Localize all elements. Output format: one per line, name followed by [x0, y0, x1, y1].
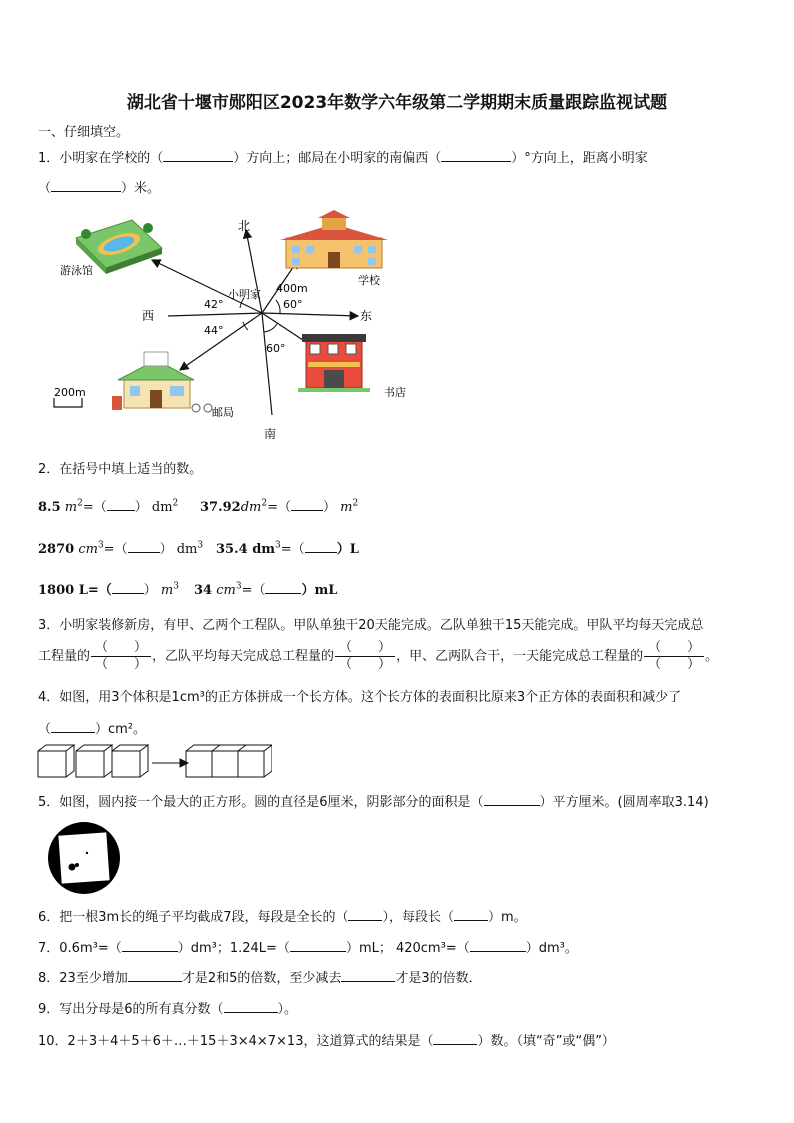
eq: =（ — [103, 542, 128, 557]
scale-label: 200m — [54, 386, 86, 399]
q1-text-c: ）°方向上，距离小明家 — [511, 151, 648, 166]
cubes-diagram — [36, 743, 272, 781]
question-2-row-2b — [216, 538, 359, 557]
question-1-line-1 — [38, 147, 648, 166]
fraction-blank[interactable]: $\frac{( )}{( )}$ — [335, 640, 395, 673]
question-8 — [38, 967, 482, 986]
pool-label: 游泳馆 — [60, 264, 93, 277]
q7-text: ）dm³；1.24L=（ — [177, 941, 290, 956]
value: 2870 — [38, 542, 75, 557]
q7-text: ）mL； 420cm³=（ — [345, 941, 470, 956]
exp: 3 — [235, 581, 242, 592]
section-heading: 一、仔细填空。 — [38, 125, 130, 140]
q4-text: （ — [38, 722, 52, 737]
eq: =（ — [241, 583, 266, 598]
cuboid — [186, 745, 272, 777]
q8-text: 8．23至少增加 — [38, 971, 128, 986]
q8-text: 才是3的倍数． — [395, 971, 482, 986]
answer-blank[interactable] — [51, 179, 121, 192]
question-5-line-1 — [38, 791, 709, 810]
value: 35.4 dm — [216, 542, 276, 557]
eq: =（ — [82, 500, 107, 515]
angle-arc — [264, 324, 277, 332]
close: ） — [134, 500, 148, 515]
answer-blank[interactable] — [112, 581, 144, 594]
cube-2 — [76, 745, 112, 777]
school-label: 学校 — [358, 274, 380, 287]
q6-text: ），每段长（ — [382, 910, 454, 925]
q9-text: 9．写出分母是6的所有真分数（ — [38, 1002, 224, 1017]
q3-text: ，乙队平均每天完成总工程量的 — [152, 649, 335, 664]
east-label: 东 — [360, 309, 373, 323]
question-2-row-3b — [194, 579, 337, 598]
exp: 2 — [261, 498, 268, 509]
fraction-blank[interactable]: $\frac{( )}{( )}$ — [644, 640, 704, 673]
q1-text-a: 1．小明家在学校的（ — [38, 151, 164, 166]
value: 8.5 — [38, 500, 61, 515]
value: 1800 L=（ — [38, 583, 112, 598]
close: ） — [159, 542, 173, 557]
post-label: 邮局 — [212, 406, 234, 419]
scale-bar — [54, 398, 82, 407]
cube-1 — [38, 745, 74, 777]
exp: 3 — [197, 540, 204, 551]
answer-blank[interactable] — [305, 540, 337, 553]
question-4-line-2 — [38, 718, 146, 737]
south-label: 南 — [264, 427, 277, 441]
q6-text: 6．把一根3m长的绳子平均截成7段，每段是全长的（ — [38, 910, 349, 925]
q1-text-e: ）米。 — [121, 181, 161, 196]
exp: 3 — [97, 540, 104, 551]
unit: cm — [78, 542, 98, 557]
q5-text: 5．如图，圆内接一个最大的正方形。圆的直径是6厘米，阴影部分的面积是（ — [38, 795, 484, 810]
question-1-line-2 — [38, 177, 160, 196]
question-2-row-2a — [38, 538, 203, 557]
close: ） — [143, 583, 157, 598]
answer-blank[interactable] — [441, 149, 511, 162]
exp: 3 — [173, 581, 179, 592]
answer-blank[interactable] — [433, 1032, 477, 1045]
post-ray — [180, 313, 262, 370]
exp: 3 — [275, 540, 281, 551]
post-office-icon — [112, 352, 212, 412]
unit: dm — [240, 500, 262, 515]
question-2-row-3a — [38, 579, 179, 598]
east-arrow — [262, 313, 358, 316]
answer-blank[interactable] — [107, 498, 135, 511]
unit: dm — [151, 500, 173, 515]
q3-text: 工程量的 — [38, 649, 91, 664]
q5-text: ）平方厘米。(圆周率取3.14) — [539, 795, 709, 810]
unit: m — [160, 583, 174, 598]
eq: =（ — [267, 500, 292, 515]
center-label: 小明家 — [228, 288, 261, 301]
question-3-line-2 — [38, 640, 718, 673]
question-10 — [38, 1030, 615, 1049]
answer-blank[interactable] — [128, 969, 182, 982]
direction-map — [40, 210, 440, 450]
unit: m — [340, 500, 353, 515]
answer-blank[interactable] — [265, 581, 301, 594]
question-2-row-1b — [200, 496, 358, 515]
q1-text-d: （ — [38, 181, 52, 196]
answer-blank[interactable] — [290, 939, 346, 952]
answer-blank[interactable] — [291, 498, 323, 511]
fraction-blank[interactable]: $\frac{( )}{( )}$ — [91, 640, 151, 673]
bookstore-icon — [298, 334, 370, 392]
q7-text: 7．0.6m³=（ — [38, 941, 122, 956]
question-6 — [38, 906, 527, 925]
angle-label-pool: 42° — [204, 298, 224, 311]
question-9 — [38, 998, 297, 1017]
q6-text: ）m。 — [488, 910, 527, 925]
question-2-heading: 2．在括号中填上适当的数。 — [38, 462, 203, 477]
angle-label-post: 44° — [204, 324, 224, 337]
answer-blank[interactable] — [454, 908, 488, 921]
eq: =（ — [280, 542, 305, 557]
north-label: 北 — [238, 219, 251, 233]
unit: cm — [216, 583, 236, 598]
exp: 2 — [352, 498, 359, 509]
answer-blank[interactable] — [122, 939, 178, 952]
unit: dm — [176, 542, 198, 557]
west-line — [168, 313, 262, 316]
close: ）L — [336, 542, 359, 557]
angle-label-bookstore: 60° — [266, 342, 286, 355]
answer-blank[interactable] — [128, 540, 160, 553]
q10-text: 10．2＋3＋4＋5＋6＋…＋15＋3×4×7×13，这道算式的结果是（ — [38, 1034, 434, 1049]
angle-label-school: 60° — [283, 298, 303, 311]
answer-blank[interactable] — [341, 969, 395, 982]
exp: 2 — [172, 498, 179, 509]
answer-blank[interactable] — [51, 720, 95, 733]
answer-blank[interactable] — [163, 149, 233, 162]
answer-blank[interactable] — [470, 939, 526, 952]
page-title: 湖北省十堰市郧阳区2023年数学六年级第二学期期末质量跟踪监视试题 — [126, 93, 668, 113]
close: ） — [323, 500, 337, 515]
value: 34 — [194, 583, 213, 598]
q3-text: 。 — [705, 649, 719, 664]
answer-blank[interactable] — [484, 793, 540, 806]
question-4-line-1: 4．如图，用3个体积是1cm³的正方体拼成一个长方体。这个长方体的表面积比原来3个正方体的表面积和减少了 — [38, 690, 682, 705]
q3-text: ，甲、乙两队合干，一天能完成总工程量的 — [396, 649, 644, 664]
q8-text: 才是2和5的倍数，至少减去 — [181, 971, 342, 986]
cube-3 — [112, 745, 148, 777]
unit: m — [64, 500, 78, 515]
question-3-line-1: 3．小明家装修新房，有甲、乙两个工程队。甲队单独干20天能完成。乙队单独干15天能完成。甲队平均每天完成总 — [38, 618, 704, 633]
circle-square-diagram — [44, 820, 124, 896]
answer-blank[interactable] — [348, 908, 382, 921]
q4-text: ）cm²。 — [95, 722, 147, 737]
angle-arc — [276, 300, 280, 313]
q1-text-b: ）方向上；邮局在小明家的南偏西（ — [233, 151, 442, 166]
bookstore-label: 书店 — [384, 386, 406, 399]
answer-blank[interactable] — [224, 1000, 278, 1013]
q10-text: ）数。（填“奇”或“偶”） — [477, 1034, 615, 1049]
west-label: 西 — [142, 309, 155, 323]
distance-label: 400m — [276, 282, 308, 295]
question-2-row-1a — [38, 496, 178, 515]
close: ）mL — [301, 583, 338, 598]
q7-text: ）dm³。 — [525, 941, 578, 956]
question-7 — [38, 937, 578, 956]
school-icon — [280, 210, 388, 268]
value: 37.92 — [200, 500, 241, 515]
exp: 2 — [77, 498, 83, 509]
south-line — [262, 313, 272, 415]
q9-text: ）。 — [277, 1002, 298, 1017]
